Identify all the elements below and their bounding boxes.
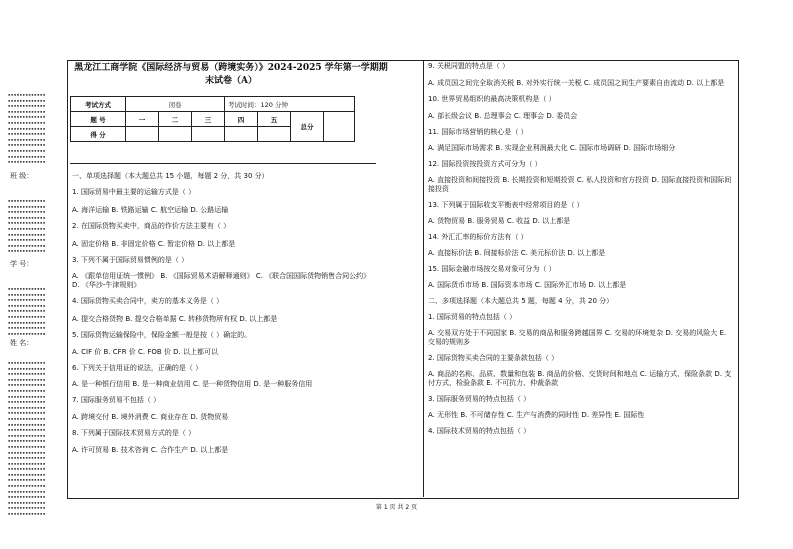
question-options: A. 部长级会议 B. 总理事会 C. 理事会 D. 委员会 xyxy=(428,112,578,120)
question-options: A. 交易双方处于不同国家 B. 交易的商品和服务跨越国界 C. 交易的环境复杂 D. 交易的风险大 E. 交易的规则多 xyxy=(428,329,727,346)
section-2-heading: 二、多项选择题（本大题总共 5 题，每题 4 分，共 20 分） xyxy=(428,297,614,305)
qnum-4: 四 xyxy=(225,112,258,127)
total-score-cell[interactable] xyxy=(324,112,355,142)
question-options: A. 满足国际市场需求 B. 实现企业利润最大化 C. 国际市场调研 D. 国际市场细分 xyxy=(428,144,676,152)
qnum-1: 一 xyxy=(126,112,159,127)
question-text: 3. 下列不属于国际贸易惯例的是（ ） xyxy=(72,256,189,264)
question-text: 13. 下列属于国际收支平衡表中经常项目的是（ ） xyxy=(428,201,584,209)
binding-margin-dots-bottom: ▪▪▪▪▪▪▪▪▪▪▪▪▪ ▪▪▪▪▪▪▪▪▪▪▪▪▪ ▪▪▪▪▪▪▪▪▪▪▪▪▪ ▪▪▪▪▪▪▪▪▪▪▪▪▪ ▪▪▪▪▪▪▪▪▪▪▪▪▪ ▪▪▪▪▪▪▪▪▪▪▪▪▪ ▪▪▪▪▪▪▪▪▪▪▪▪▪ ▪▪▪▪▪▪▪▪▪▪▪▪▪ ▪▪▪▪▪▪▪▪▪▪▪▪▪ ▪▪▪▪▪▪▪▪▪▪▪▪▪ ▪▪▪▪▪▪▪▪▪▪▪▪▪ ▪▪▪▪▪▪▪▪▪▪▪▪▪ ▪▪▪▪▪▪▪▪▪▪▪▪▪ ▪▪▪▪▪▪▪▪▪▪▪▪▪ ▪▪▪▪▪▪▪▪▪▪▪▪▪ ▪▪▪▪▪▪▪▪▪▪▪▪▪ ▪▪▪▪▪▪▪▪▪▪▪▪▪ ▪▪▪▪▪▪▪▪▪▪▪▪▪ ▪▪▪▪▪▪▪▪▪▪▪▪▪ ▪▪▪▪▪▪▪▪▪▪▪▪▪ ▪▪▪▪▪▪▪▪▪▪▪▪▪ ▪▪▪▪▪▪▪▪▪▪▪▪▪ ▪▪▪▪▪▪▪▪▪▪▪▪▪ ▪▪▪▪▪▪▪▪▪▪▪▪▪ ▪▪▪▪▪▪▪▪▪▪▪▪▪ ▪▪▪▪▪▪▪▪▪▪▪▪▪ ▪▪▪▪▪▪▪▪▪▪▪▪▪ ▪▪▪▪▪▪▪▪▪▪▪▪▪ xyxy=(8,360,46,517)
question-text: 4. 国际技术贸易的特点包括（ ） xyxy=(428,427,531,435)
score-cell-4[interactable] xyxy=(225,127,258,142)
binding-margin-dots-mid1: ▪▪▪▪▪▪▪▪▪▪▪▪▪ ▪▪▪▪▪▪▪▪▪▪▪▪▪ ▪▪▪▪▪▪▪▪▪▪▪▪▪ ▪▪▪▪▪▪▪▪▪▪▪▪▪ ▪▪▪▪▪▪▪▪▪▪▪▪▪ ▪▪▪▪▪▪▪▪▪▪▪▪▪ ▪▪▪▪▪▪▪▪▪▪▪▪▪ ▪▪▪▪▪▪▪▪▪▪▪▪▪ ▪▪▪▪▪▪▪▪▪▪▪▪▪ ▪▪▪▪▪▪▪▪▪▪▪▪▪ xyxy=(8,198,46,254)
question-text: 5. 国际货物运输保险中，保险金额一般是按（ ）确定的。 xyxy=(72,331,252,339)
question-text: 15. 国际金融市场按交易对象可分为（ ） xyxy=(428,265,556,273)
question-text: 1. 国际贸易中最主要的运输方式是（ ） xyxy=(72,188,196,196)
class-label: 班 级： xyxy=(10,172,34,180)
exam-time: 考试时间：120 分钟 xyxy=(225,97,355,112)
score-cell-1[interactable] xyxy=(126,127,159,142)
question-text: 8. 下列属于国际技术贸易方式的是（ ） xyxy=(72,429,196,437)
right-column xyxy=(428,62,734,436)
score-cell-5[interactable] xyxy=(258,127,291,142)
question-text: 4. 国际货物买卖合同中，卖方的基本义务是（ ） xyxy=(72,297,224,305)
exam-form-value: 闭卷 xyxy=(126,97,225,112)
question-options: A. 国际货币市场 B. 国际资本市场 C. 国际外汇市场 D. 以上都是 xyxy=(428,281,627,289)
question-text: 6. 下列关于信用证的说法，正确的是（ ） xyxy=(72,364,203,372)
question-text: 11. 国际市场营销的核心是（ ） xyxy=(428,128,528,136)
binding-margin-dots-mid2: ▪▪▪▪▪▪▪▪▪▪▪▪▪ ▪▪▪▪▪▪▪▪▪▪▪▪▪ ▪▪▪▪▪▪▪▪▪▪▪▪▪ ▪▪▪▪▪▪▪▪▪▪▪▪▪ ▪▪▪▪▪▪▪▪▪▪▪▪▪ ▪▪▪▪▪▪▪▪▪▪▪▪▪ ▪▪▪▪▪▪▪▪▪▪▪▪▪ ▪▪▪▪▪▪▪▪▪▪▪▪▪ ▪▪▪▪▪▪▪▪▪▪▪▪▪ xyxy=(8,286,46,336)
header-rule xyxy=(70,163,376,164)
question-text: 2. 在国际货物买卖中，商品的作价方法主要有（ ） xyxy=(72,222,231,230)
exam-form-label: 考试方式 xyxy=(71,97,126,112)
qnum-2: 二 xyxy=(159,112,192,127)
question-options: A. 是一种银行信用 B. 是一种商业信用 C. 是一种货物信用 D. 是一种服务信用 xyxy=(72,380,313,388)
question-options: A. 许可贸易 B. 技术咨询 C. 合作生产 D. 以上都是 xyxy=(72,446,229,454)
exam-title: 黑龙江工商学院《国际经济与贸易（跨境实务）》2024-2025 学年第一学期期末试卷（A） xyxy=(74,63,388,86)
question-options: A. 成员国之间完全取消关税 B. 对外实行统一关税 C. 成员国之间生产要素自由流动 D. 以上都是 xyxy=(428,79,725,87)
total-label: 总分 xyxy=(291,112,324,142)
score-label: 得 分 xyxy=(71,127,126,142)
question-text: 2. 国际货物买卖合同的主要条款包括（ ） xyxy=(428,354,559,362)
name-label: 姓 名： xyxy=(10,339,34,347)
question-text: 7. 国际服务贸易不包括（ ） xyxy=(72,396,161,404)
question-options: A. 直接标价法 B. 间接标价法 C. 美元标价法 D. 以上都是 xyxy=(428,249,606,257)
page-footer: 第 1 页 共 2 页 xyxy=(375,504,418,511)
student-id-label: 学 号： xyxy=(10,260,34,268)
question-text: 9. 关税同盟的特点是（ ） xyxy=(428,62,510,70)
binding-margin-dots-top: ▪▪▪▪▪▪▪▪▪▪▪▪▪ ▪▪▪▪▪▪▪▪▪▪▪▪▪ ▪▪▪▪▪▪▪▪▪▪▪▪▪ ▪▪▪▪▪▪▪▪▪▪▪▪▪ ▪▪▪▪▪▪▪▪▪▪▪▪▪ ▪▪▪▪▪▪▪▪▪▪▪▪▪ ▪▪▪▪▪▪▪▪▪▪▪▪▪ ▪▪▪▪▪▪▪▪▪▪▪▪▪ ▪▪▪▪▪▪▪▪▪▪▪▪▪ ▪▪▪▪▪▪▪▪▪▪▪▪▪ ▪▪▪▪▪▪▪▪▪▪▪▪▪ ▪▪▪▪▪▪▪▪▪▪▪▪▪ ▪▪▪▪▪▪▪▪▪▪▪▪▪ xyxy=(8,92,46,165)
question-options: A. 跨境交付 B. 境外消费 C. 商业存在 D. 货物贸易 xyxy=(72,413,229,421)
qnum-3: 三 xyxy=(192,112,225,127)
question-options: A. 直接投资和间接投资 B. 长期投资和短期投资 C. 私人投资和官方投资 D. 国际直接投资和国际间接投资 xyxy=(428,176,732,193)
score-cell-3[interactable] xyxy=(192,127,225,142)
section-1-heading: 一、单项选择题（本大题总共 15 小题，每题 2 分，共 30 分） xyxy=(72,172,269,180)
question-options: A. CIF 价 B. CFR 价 C. FOB 价 D. 以上都可以 xyxy=(72,348,218,356)
question-text: 14. 外汇汇率的标价方法有（ ） xyxy=(428,233,528,241)
score-cell-2[interactable] xyxy=(159,127,192,142)
question-text: 12. 国际投资按投资方式可分为（ ） xyxy=(428,160,542,168)
question-options: A. 固定价格 B. 非固定价格 C. 暂定价格 D. 以上都是 xyxy=(72,240,236,248)
question-options: A. 商品的名称、品质、数量和包装 B. 商品的价格、交货时间和地点 C. 运输方式、保险条款 D. 支付方式、检验条款 E. 不可抗力、仲裁条款 xyxy=(428,370,732,387)
question-options: A. 《跟单信用证统一惯例》 B. 《国际贸易术语解释通则》 C. 《联合国国际货物销售合同公约》 D. 《华沙-牛津规则》 xyxy=(72,272,371,289)
question-options: A. 无形性 B. 不可储存性 C. 生产与消费的同时性 D. 差异性 E. 国际性 xyxy=(428,411,645,419)
question-text: 1. 国际贸易的特点包括（ ） xyxy=(428,313,517,321)
question-options: A. 提交合格货物 B. 提交合格单据 C. 转移货物所有权 D. 以上都是 xyxy=(72,315,278,323)
question-number-label: 题 号 xyxy=(71,112,126,127)
question-text: 10. 世界贸易组织的最高决策机构是（ ） xyxy=(428,95,556,103)
score-table xyxy=(70,96,355,142)
question-text: 3. 国际服务贸易的特点包括（ ） xyxy=(428,395,531,403)
question-options: A. 海洋运输 B. 铁路运输 C. 航空运输 D. 公路运输 xyxy=(72,206,229,214)
qnum-5: 五 xyxy=(258,112,291,127)
question-options: A. 货物贸易 B. 服务贸易 C. 收益 D. 以上都是 xyxy=(428,217,571,225)
left-column xyxy=(72,172,378,455)
column-divider xyxy=(423,60,424,497)
